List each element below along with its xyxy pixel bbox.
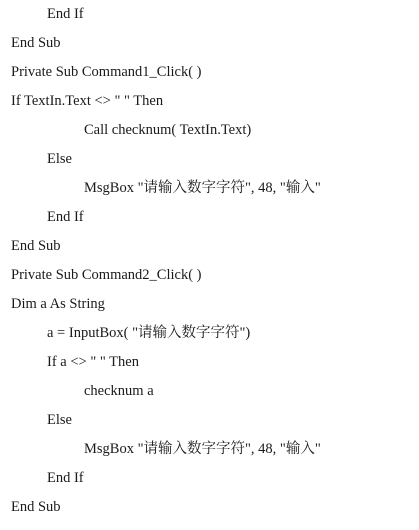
code-line: Call checknum( TextIn.Text)	[84, 122, 252, 138]
code-line: checknum a	[84, 383, 154, 399]
code-line: End If	[47, 209, 84, 225]
code-line: Dim a As String	[11, 296, 105, 312]
code-line: Else	[47, 151, 72, 167]
code-line: If TextIn.Text <> " " Then	[11, 93, 164, 109]
code-line: End If	[47, 6, 84, 22]
code-line: End Sub	[11, 499, 61, 515]
code-line: Private Sub Command2_Click( )	[11, 267, 202, 283]
code-line: If a <> " " Then	[47, 354, 139, 370]
code-line: End Sub	[11, 35, 61, 51]
code-line: MsgBox "请输入数字字符", 48, "输入"	[84, 441, 321, 457]
code-line: End Sub	[11, 238, 61, 254]
code-line: MsgBox "请输入数字字符", 48, "输入"	[84, 180, 321, 196]
code-line: Private Sub Command1_Click( )	[11, 64, 202, 80]
code-line: End If	[47, 470, 84, 486]
code-line: a = InputBox( "请输入数字字符")	[47, 325, 251, 341]
code-line: Else	[47, 412, 72, 428]
